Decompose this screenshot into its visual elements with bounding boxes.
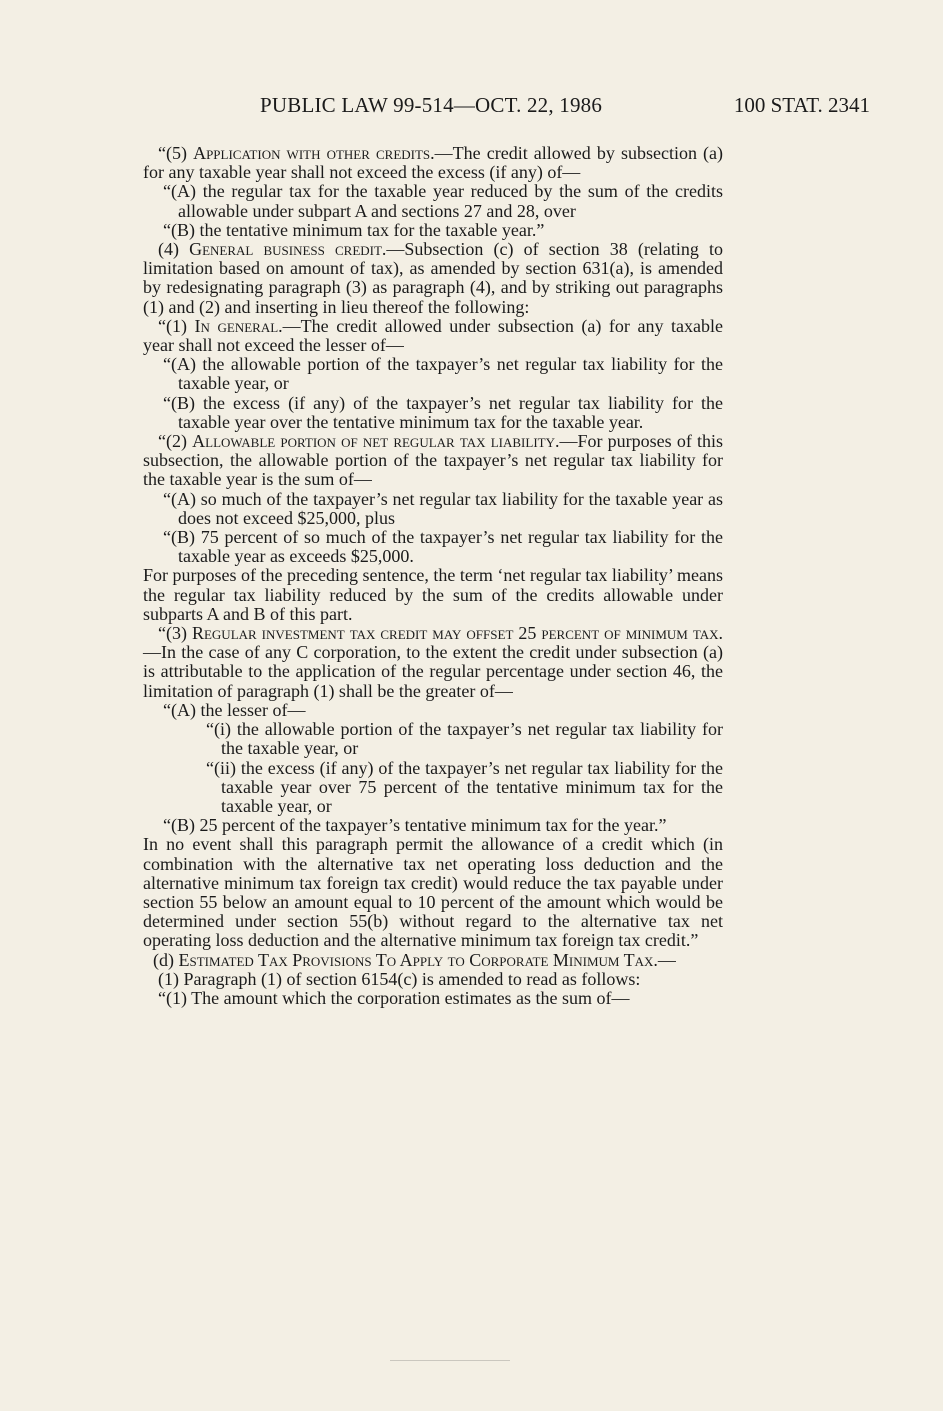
paragraph-heading: Estimated Tax Provisions To Apply to Corporate Minimum Tax. (178, 949, 658, 970)
header-statute-page: 100 STAT. 2341 (733, 93, 870, 117)
paragraph-lead: (4) (158, 239, 190, 260)
subparagraph-2a: “(A) so much of the taxpayer’s net regular tax liability for the taxable year as does not exceed $25,000, plus (163, 488, 723, 528)
subparagraph-1a: “(A) the allowable portion of the taxpayer’s net regular tax liability for the taxable year, or (163, 354, 723, 394)
bleed-through-rule (390, 1360, 510, 1361)
paragraph-lead: (d) (153, 949, 179, 970)
paragraph-3-regular-investment (143, 624, 723, 701)
quoted-paragraph-1: “(1) The amount which the corporation estimates as the sum of— (158, 987, 630, 1008)
subparagraph-5b: “(B) the tentative minimum tax for the taxable year.” (163, 219, 545, 240)
paragraph-heading: Application with other credits. (193, 143, 435, 163)
subparagraph-3b: “(B) 25 percent of the taxpayer’s tentative minimum tax for the year.” (163, 815, 667, 836)
paragraph-lead: “(2) (158, 431, 193, 452)
paragraph-text: — (657, 949, 676, 970)
paragraph-heading: Allowable portion of net regular tax liability. (192, 431, 560, 452)
paragraph-text: —Subsection (c) of section 38 (relating to limitation based on amount of tax), as amended by section 631(a), is amended by redesignating paragraph (3) as paragraph (4), and by striking out paragraphs (1) and (2) and inserting in lieu thereof the following: (143, 239, 723, 317)
clause-3a-i: “(i) the allowable portion of the taxpayer’s net regular tax liability for the taxable year, or (206, 719, 723, 759)
running-header (145, 93, 870, 123)
paragraph-text: —For purposes of this subsection, the allowable portion of the taxpayer’s net regular tax liability for the taxable year is the sum of— (143, 431, 723, 490)
paragraph-text: —In the case of any C corporation, to the extent the credit under subsection (a) is attributable to the application of the regular percentage under section 46, the limitation of paragraph (1) shall be the greater of— (143, 642, 723, 701)
paragraph-2-allowable-portion (143, 432, 723, 490)
clause-3a-ii: “(ii) the excess (if any) of the taxpayer’s net regular tax liability for the taxable year over 75 percent of the tentative minimum tax for the taxable year, or (206, 757, 723, 816)
subparagraph-2b: “(B) 75 percent of so much of the taxpayer’s net regular tax liability for the taxable year as exceeds $25,000. (163, 527, 723, 567)
paragraph-4-general-business-credit (143, 240, 723, 317)
paragraph-lead: “(5) (158, 143, 194, 163)
paragraph-lead: “(1) (158, 315, 195, 336)
subparagraph-5a: “(A) the regular tax for the taxable year reduced by the sum of the credits allowable under subpart A and sections 27 and 28, over (163, 181, 723, 221)
subsection-d-heading (138, 951, 723, 970)
paragraph-d1: (1) Paragraph (1) of section 6154(c) is amended to read as follows: (158, 968, 641, 989)
document-body (143, 144, 723, 1008)
subparagraph-1b: “(B) the excess (if any) of the taxpayer’s net regular tax liability for the taxable year over the tentative minimum tax for the taxable year. (163, 392, 723, 432)
paragraph-5-application (143, 144, 723, 182)
paragraph-text: —The credit allowed by subsection (a) for any taxable year shall not exceed the excess (if any) of— (143, 143, 724, 183)
paragraph-text: —The credit allowed under subsection (a) for any taxable year shall not exceed the lesser of— (143, 315, 723, 356)
flush-text-no-event: In no event shall this paragraph permit the allowance of a credit which (in combination with the alternative tax net operating loss deduction and the alternative minimum tax foreign tax credit) would reduce the tax payable under section 55 below an amount equal to 10 percent of the amount which would be determined under section 55(b) without regard to the alternative tax net operating loss deduction and the alternative minimum tax foreign tax credit.” (143, 834, 723, 951)
flush-text-net-regular-tax: For purposes of the preceding sentence, the term ‘net regular tax liability’ means the regular tax liability reduced by the sum of the credits allowable under subparts A and B of this part. (143, 565, 723, 624)
paragraph-heading: In general. (194, 315, 283, 336)
paragraph-1-in-general (143, 317, 723, 355)
paragraph-lead: “(3) (158, 623, 192, 644)
subparagraph-3a: “(A) the lesser of— (163, 699, 306, 720)
paragraph-heading: General business credit. (189, 239, 387, 260)
header-law-citation: PUBLIC LAW 99-514—OCT. 22, 1986 (260, 93, 603, 117)
paragraph-heading: Regular investment tax credit may offset 25 percent of minimum tax. (191, 623, 723, 644)
